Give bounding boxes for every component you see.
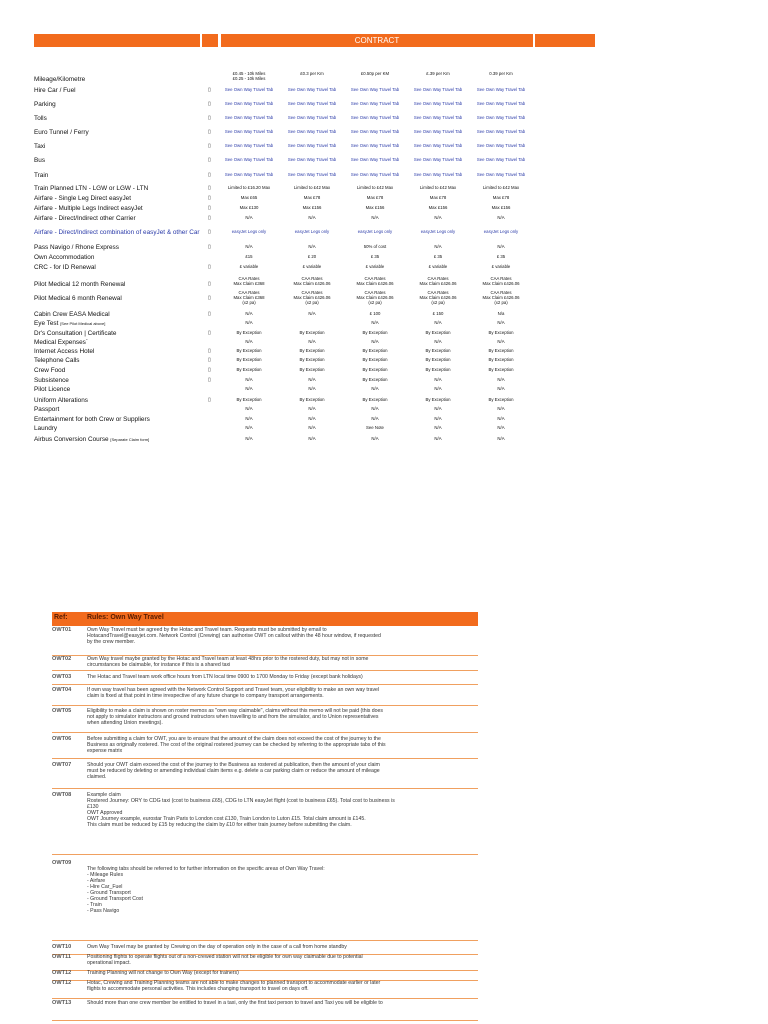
row-label (34, 76, 85, 83)
cell-contract-3: See Own Way Travel Tab (350, 129, 400, 134)
cell-contract-2: N/A (308, 425, 316, 430)
cell-contract-4: CAA Rates Max Claim £426.06 (x2 pa) (419, 290, 457, 305)
rule-row (52, 736, 478, 759)
rule-text: The Hotac and Travel team work office hours from LTN local time 0900 to 1700 Monday to Friday (except bank holidays) (87, 674, 363, 680)
rule-row (52, 860, 478, 941)
cell-contract-2: Max £156 (302, 205, 322, 210)
cell-contract-4: See Own Way Travel Tab (413, 101, 463, 106)
cell-contract-3: N/A (371, 215, 379, 220)
rule-ref: OWT09 (52, 860, 72, 866)
row-label (34, 436, 149, 443)
rule-row (52, 656, 478, 671)
cell-contract-4: See Own Way Travel Tab (413, 157, 463, 162)
cell-contract-2: N/A (308, 386, 316, 391)
rule-ref: OWT06 (52, 736, 72, 742)
cell-contract-3: easyJet Legs only (357, 229, 393, 234)
cell-contract-1: See Own Way Travel Tab (224, 87, 274, 92)
cell-contract-5: N/A (497, 339, 505, 344)
cell-contract-5: By Exception (488, 397, 514, 402)
cell-contract-1: N/A (245, 386, 253, 391)
cell-contract-5: By Exception (488, 348, 514, 353)
cell-contract-5: By Exception (488, 367, 514, 372)
rule-text: The following tabs should be referred to for further information on the specific areas of Own Way Travel: - Mileage Rules - Airfare - Hire Car_Fuel - Ground Transport - Ground Transport Cost - Train - Pass Navigo (87, 866, 325, 914)
cell-contract-4: Max £78 (429, 195, 447, 200)
checkbox-mark-icon: ▯ (208, 244, 211, 250)
cell-contract-2: See Own Way Travel Tab (287, 129, 337, 134)
cell-contract-2: CAA Rates Max Claim £426.06 (x2 pa) (293, 290, 331, 305)
checkbox-mark-icon: ▯ (208, 115, 211, 121)
cell-contract-3: See Own Way Travel Tab (350, 115, 400, 120)
cell-contract-2: £0.3 per Km (300, 71, 324, 76)
row-label-text: Subsistence (34, 377, 69, 384)
cell-contract-2: See Own Way Travel Tab (287, 115, 337, 120)
cell-contract-2: N/A (308, 416, 316, 421)
cell-contract-3: N/A (371, 416, 379, 421)
cell-contract-5: CAA Rates Max Claim £426.06 (482, 276, 520, 286)
row-label-text: Euro Tunnel / Ferry (34, 129, 89, 136)
checkbox-mark-icon: ▯ (208, 377, 211, 383)
cell-contract-5: N/A (497, 377, 505, 382)
cell-contract-4: N/A (434, 215, 442, 220)
cell-contract-5: £ variable (491, 264, 511, 269)
row-label-text: Parking (34, 101, 56, 108)
cell-contract-1: N/A (245, 311, 253, 316)
cell-contract-4: £.39 per Km (426, 71, 450, 76)
cell-contract-2: By Exception (299, 357, 325, 362)
checkbox-mark-icon: ▯ (208, 397, 211, 403)
row-label-text: Pilot Medical 6 month Renewal (34, 295, 122, 302)
cell-contract-3: See Note (366, 425, 384, 430)
cell-contract-3: See Own Way Travel Tab (350, 157, 400, 162)
cell-contract-1: £15 (245, 254, 253, 259)
cell-contract-5: See Own Way Travel Tab (476, 87, 526, 92)
row-label (34, 357, 79, 364)
cell-contract-2: CAA Rates Max Claim £426.06 (293, 276, 331, 286)
rule-text: If own way travel has been agreed with the Network Control Support and Travel team, your eligibility to make an own way travel claim is fixed at that point in time irrespective of any future change to company transport arrangements. (87, 687, 380, 699)
checkbox-mark-icon: ▯ (208, 195, 211, 201)
cell-contract-2: easyJet Legs only (294, 229, 330, 234)
rule-ref: OWT08 (52, 792, 72, 798)
cell-contract-1: See Own Way Travel Tab (224, 172, 274, 177)
checkbox-mark-icon: ▯ (208, 185, 211, 191)
row-label (34, 397, 88, 404)
cell-contract-5: Limited to £42 Max (482, 185, 520, 190)
rule-text: Hotac, Crewing and Training Planning teams are not able to make changes to planned transport to accommodate earlier or later flights to accommodate personal activities. This includes changing transport to travel on days off. (87, 980, 381, 992)
rule-row (52, 792, 478, 855)
row-label-text: Passport (34, 406, 60, 413)
cell-contract-4: Limited to £42 Max (419, 185, 457, 190)
rule-row (52, 980, 478, 999)
cell-contract-5: N/A (497, 406, 505, 411)
rule-row (52, 762, 478, 789)
rule-row (52, 687, 478, 706)
checkbox-mark-icon: ▯ (208, 264, 211, 270)
cell-contract-2: See Own Way Travel Tab (287, 157, 337, 162)
cell-contract-5: See Own Way Travel Tab (476, 129, 526, 134)
cell-contract-2: See Own Way Travel Tab (287, 172, 337, 177)
rule-text: Should more than one crew member be entitled to travel in a taxi, only the first taxi person to travel and Taxi you will be eligible to (87, 1000, 383, 1006)
row-label-text: Pass Navigo / Rhone Express (34, 244, 119, 251)
rule-ref: OWT10 (52, 944, 72, 950)
cell-contract-1: Max £130 (239, 205, 259, 210)
row-label-note: [See Pilot Medical above] (60, 321, 106, 326)
cell-contract-5: N/A (497, 215, 505, 220)
cell-contract-2: Limited to £42 Max (293, 185, 331, 190)
cell-contract-4: £ variable (428, 264, 448, 269)
cell-contract-2: By Exception (299, 397, 325, 402)
cell-contract-4: CAA Rates Max Claim £426.06 (419, 276, 457, 286)
cell-contract-1: N/A (245, 377, 253, 382)
row-label-text: Pilot Licence (34, 386, 71, 393)
cell-contract-4: By Exception (425, 367, 451, 372)
header-bar-right (535, 34, 595, 47)
cell-contract-5: Max £78 (492, 195, 510, 200)
rule-text: Before submitting a claim for OWT, you are to ensure that the amount of the claim does not exceed the cost of the journey to the Business as originally rostered. The cost of the original rostered journey can be checked by referring to the appropriate tabs of this expense matrix (87, 736, 386, 754)
cell-contract-1: £0.45 - 10k Miles £0.25 - 10k Miles (232, 71, 266, 81)
cell-contract-4: See Own Way Travel Tab (413, 129, 463, 134)
cell-contract-4: N/A (434, 386, 442, 391)
row-label (34, 87, 76, 94)
checkbox-mark-icon: ▯ (208, 295, 211, 301)
cell-contract-3: N/A (371, 386, 379, 391)
checkbox-mark-icon: ▯ (208, 157, 211, 163)
cell-contract-2: By Exception (299, 367, 325, 372)
cell-contract-4: N/A (434, 320, 442, 325)
row-label (34, 330, 116, 337)
cell-contract-2: Max £78 (303, 195, 321, 200)
row-label-text: Eye Test (34, 320, 59, 327)
rules-header (52, 612, 478, 626)
cell-contract-5: By Exception (488, 330, 514, 335)
cell-contract-4: Max £156 (428, 205, 448, 210)
cell-contract-4: N/A (434, 377, 442, 382)
row-label-text: Airbus Conversion Course (34, 436, 109, 443)
contract-title: CONTRACT (354, 36, 400, 45)
cell-contract-5: By Exception (488, 357, 514, 362)
rule-text: Example claim Rostered Journey: ORY to CDG taxi (cost to business £65), CDG to LTN easyJet flight (cost to business £65). Total cost to business is £130 OWT Approved OWT Journey example, eurostar Train Paris to London cost £130, Train London to Luton £15. Total claim amount is £145. This claim must be reduced by £15 by reducing the claim by £10 for either train journey before submitting the claim. (87, 792, 395, 828)
rule-row (52, 627, 478, 656)
checkbox-mark-icon: ▯ (208, 311, 211, 317)
cell-contract-3: See Own Way Travel Tab (350, 143, 400, 148)
rules-ref-header: Ref: (54, 614, 68, 621)
cell-contract-2: See Own Way Travel Tab (287, 101, 337, 106)
checkbox-mark-icon: ▯ (208, 281, 211, 287)
rule-ref: OWT07 (52, 762, 72, 768)
cell-contract-3: £0.50p per KM (360, 71, 390, 76)
cell-contract-4: By Exception (425, 397, 451, 402)
cell-contract-3: CAA Rates Max Claim £426.06 (356, 276, 394, 286)
rule-ref: OWT12 (52, 980, 72, 986)
row-label (34, 157, 45, 164)
cell-contract-1: Limited to £16.20 Max (227, 185, 271, 190)
cell-contract-2: By Exception (299, 348, 325, 353)
cell-contract-4: See Own Way Travel Tab (413, 115, 463, 120)
row-label-text: Pilot Medical 12 month Renewal (34, 281, 126, 288)
row-label (34, 172, 48, 179)
row-label (34, 101, 56, 108)
row-label (34, 406, 59, 413)
cell-contract-3: See Own Way Travel Tab (350, 101, 400, 106)
row-label (34, 254, 94, 261)
row-label-text: Taxi (34, 143, 46, 150)
row-label-text: Train Planned LTN - LGW or LGW - LTN (34, 185, 149, 192)
cell-contract-3: £ variable (365, 264, 385, 269)
cell-contract-1: See Own Way Travel Tab (224, 129, 274, 134)
cell-contract-1: See Own Way Travel Tab (224, 115, 274, 120)
cell-contract-1: By Exception (236, 357, 262, 362)
cell-contract-1: N/A (245, 320, 253, 325)
cell-contract-2: N/A (308, 339, 316, 344)
cell-contract-5: N/A (497, 425, 505, 430)
cell-contract-2: £ 20 (307, 254, 317, 259)
rule-ref: OWT03 (52, 674, 72, 680)
cell-contract-1: N/A (245, 416, 253, 421)
cell-contract-4: See Own Way Travel Tab (413, 172, 463, 177)
row-label-text: Crew Food (34, 367, 66, 374)
cell-contract-1: N/A (245, 244, 253, 249)
cell-contract-1: N/A (245, 436, 253, 441)
cell-contract-1: See Own Way Travel Tab (224, 101, 274, 106)
cell-contract-4: £ 150 (432, 311, 444, 316)
cell-contract-3: CAA Rates Max Claim £426.06 (x2 pa) (356, 290, 394, 305)
cell-contract-1: N/A (245, 339, 253, 344)
checkbox-mark-icon: ▯ (208, 229, 211, 235)
row-label-text: Airfare - Direct/Indirect other Carrier (34, 215, 136, 222)
cell-contract-4: N/A (434, 416, 442, 421)
cell-contract-5: See Own Way Travel Tab (476, 143, 526, 148)
cell-contract-3: See Own Way Travel Tab (350, 172, 400, 177)
cell-contract-1: N/A (245, 406, 253, 411)
cell-contract-4: By Exception (425, 330, 451, 335)
cell-contract-1: £ variable (239, 264, 259, 269)
row-label (34, 320, 105, 327)
cell-contract-1: See Own Way Travel Tab (224, 143, 274, 148)
checkbox-mark-icon: ▯ (208, 87, 211, 93)
row-label (34, 416, 150, 423)
row-label-text: Airfare - Single Leg Direct easyJet (34, 195, 131, 202)
rule-row (52, 674, 478, 685)
row-label-text: Airfare - Direct/Indirect combination of easyJet & other Car (34, 229, 200, 236)
row-label-text: Dr's Consultation | Certificate (34, 330, 117, 337)
rule-ref: OWT01 (52, 627, 72, 633)
cell-contract-3: 50% of cost (363, 244, 387, 249)
rule-text: Own Way Travel must be agreed by the Hotac and Travel team. Requests must be submitted by email to HotacandTravel@easyjet.com. Network Control (Crewing) can authorise OWT on callout within the 48 hour window, if requested by the crew member. (87, 627, 381, 645)
row-label-text: Laundry (34, 425, 58, 432)
cell-contract-3: £ 35 (370, 254, 380, 259)
rule-row (52, 954, 478, 971)
rule-row (52, 708, 478, 733)
cell-contract-2: N/A (308, 406, 316, 411)
cell-contract-3: By Exception (362, 397, 388, 402)
checkbox-mark-icon: ▯ (208, 357, 211, 363)
rule-text: Eligibility to make a claim is shown on roster memos as "own way claimable", claims without this memo will not be paid (this does not apply to simulator instructors and ground instructors when travelling to and from the simulator, and to Union representatives when attending Union meetings). (87, 708, 384, 726)
cell-contract-5: N/A (497, 416, 505, 421)
row-label (34, 339, 88, 346)
cell-contract-3: N/A (371, 436, 379, 441)
cell-contract-1: By Exception (236, 367, 262, 372)
row-label (34, 311, 110, 318)
cell-contract-4: See Own Way Travel Tab (413, 143, 463, 148)
row-label (34, 367, 65, 374)
cell-contract-5: See Own Way Travel Tab (476, 172, 526, 177)
cell-contract-3: By Exception (362, 367, 388, 372)
cell-contract-5: See Own Way Travel Tab (476, 101, 526, 106)
cell-contract-3: By Exception (362, 348, 388, 353)
cell-contract-1: Max £65 (240, 195, 258, 200)
row-label-text: Own Accommodation (34, 254, 95, 261)
cell-contract-2: N/A (308, 244, 316, 249)
checkbox-mark-icon: ▯ (208, 143, 211, 149)
row-label-text: Medical Expenses` (34, 339, 88, 346)
cell-contract-4: £ 35 (433, 254, 443, 259)
rule-ref: OWT12 (52, 970, 72, 976)
cell-contract-3: N/A (371, 406, 379, 411)
row-label (34, 377, 69, 384)
cell-contract-4: N/A (434, 244, 442, 249)
checkbox-mark-icon: ▯ (208, 205, 211, 211)
cell-contract-5: See Own Way Travel Tab (476, 157, 526, 162)
cell-contract-2: N/A (308, 436, 316, 441)
cell-contract-1: CAA Rates Max Claim £368 (233, 276, 265, 286)
row-label-text: Cabin Crew EASA Medical (34, 311, 110, 318)
cell-contract-2: £ variable (302, 264, 322, 269)
rule-ref: OWT13 (52, 1000, 72, 1006)
rule-text: Own Way Travel may be granted by Crewing on the day of operation only in the case of a call from home standby (87, 944, 347, 950)
checkbox-mark-icon: ▯ (208, 330, 211, 336)
rule-text: Should your OWT claim exceed the cost of the journey to the Business as rostered at publication, then the amount of your claim must be reduced by deleting or amending individual claim items e.g. delete a car parking claim or reduce the amount of mileage claimed. (87, 762, 380, 780)
row-label (34, 295, 122, 302)
rule-ref: OWT05 (52, 708, 72, 714)
cell-contract-1: N/A (245, 215, 253, 220)
cell-contract-3: £ 100 (369, 311, 381, 316)
rule-text: Training Planning will not change to Own Way (except for trainers) (87, 970, 239, 976)
row-label (34, 386, 70, 393)
cell-contract-2: See Own Way Travel Tab (287, 143, 337, 148)
cell-contract-5: easyJet Legs only (483, 229, 519, 234)
row-label-text: Bus (34, 157, 46, 164)
cell-contract-1: See Own Way Travel Tab (224, 157, 274, 162)
cell-contract-2: N/A (308, 215, 316, 220)
row-label-text: CRC - for ID Renewal (34, 264, 96, 271)
cell-contract-5: 0.39 per Km (489, 71, 513, 76)
cell-contract-4: See Own Way Travel Tab (413, 87, 463, 92)
cell-contract-1: N/A (245, 425, 253, 430)
cell-contract-4: By Exception (425, 357, 451, 362)
checkbox-mark-icon: ▯ (208, 101, 211, 107)
row-label (34, 229, 200, 236)
rule-ref: OWT02 (52, 656, 72, 662)
cell-contract-5: CAA Rates Max Claim £426.06 (x2 pa) (482, 290, 520, 305)
cell-contract-3: N/A (371, 339, 379, 344)
row-label (34, 143, 45, 150)
cell-contract-2: See Own Way Travel Tab (287, 87, 337, 92)
cell-contract-4: N/A (434, 425, 442, 430)
row-label-text: Telephone Calls (34, 357, 80, 364)
cell-contract-4: easyJet Legs only (420, 229, 456, 234)
rule-row (52, 1000, 478, 1021)
cell-contract-1: CAA Rates Max Claim £368 (x2 pa) (233, 290, 265, 305)
row-label (34, 215, 136, 222)
cell-contract-3: By Exception (362, 377, 388, 382)
cell-contract-3: By Exception (362, 330, 388, 335)
cell-contract-3: N/A (371, 320, 379, 325)
cell-contract-4: By Exception (425, 348, 451, 353)
cell-contract-3: Max £78 (366, 195, 384, 200)
checkbox-mark-icon: ▯ (208, 129, 211, 135)
row-label (34, 129, 89, 136)
cell-contract-1: By Exception (236, 348, 262, 353)
cell-contract-4: N/A (434, 406, 442, 411)
cell-contract-5: £ 35 (496, 254, 506, 259)
cell-contract-3: Limited to £42 Max (356, 185, 394, 190)
cell-contract-1: easyJet Legs only (231, 229, 267, 234)
header-bar-left (34, 34, 200, 47)
row-label-note: [Separate Claim form] (110, 437, 150, 442)
cell-contract-5: N/a (497, 311, 505, 316)
row-label (34, 348, 94, 355)
checkbox-mark-icon: ▯ (208, 215, 211, 221)
row-label-text: Tolls (34, 115, 47, 122)
rule-text: Own Way travel maybe granted by the Hotac and Travel team at least 48hrs prior to the rostered duty, but may not in some circumstances be claimable, for instance if this is a shared taxi (87, 656, 369, 668)
row-label (34, 425, 57, 432)
cell-contract-1: By Exception (236, 330, 262, 335)
cell-contract-5: Max £156 (491, 205, 511, 210)
row-label-text: Internet Access Hotel (34, 348, 95, 355)
cell-contract-5: N/A (497, 244, 505, 249)
cell-contract-2: By Exception (299, 330, 325, 335)
row-label (34, 115, 47, 122)
cell-contract-3: Max £156 (365, 205, 385, 210)
cell-contract-1: By Exception (236, 397, 262, 402)
cell-contract-5: N/A (497, 436, 505, 441)
cell-contract-4: N/A (434, 436, 442, 441)
row-label-text: Entertainment for both Crew or Suppliers (34, 416, 150, 423)
cell-contract-3: By Exception (362, 357, 388, 362)
header-bar-mid (202, 34, 218, 47)
row-label (34, 185, 148, 192)
cell-contract-3: See Own Way Travel Tab (350, 87, 400, 92)
cell-contract-2: N/A (308, 377, 316, 382)
checkbox-mark-icon: ▯ (208, 367, 211, 373)
row-label-text: Train (34, 172, 49, 179)
row-label-text: Airfare - Multiple Legs Indirect easyJet (34, 205, 143, 212)
row-label (34, 264, 96, 271)
row-label-text: Hire Car / Fuel (34, 87, 76, 94)
row-label (34, 281, 125, 288)
checkbox-mark-icon: ▯ (208, 172, 211, 178)
row-label-text: Uniform Alterations (34, 397, 88, 404)
rule-text: Positioning flights to operate flights out of a non-crewed station will not be eligible for own way claimable due to potential operational impact. (87, 954, 363, 966)
checkbox-mark-icon: ▯ (208, 348, 211, 354)
rule-ref: OWT04 (52, 687, 72, 693)
row-label (34, 244, 119, 251)
row-label (34, 195, 131, 202)
rules-title: Rules: Own Way Travel (87, 614, 164, 621)
cell-contract-5: See Own Way Travel Tab (476, 115, 526, 120)
cell-contract-5: N/A (497, 386, 505, 391)
row-label-text: Mileage/Kilometre (34, 76, 86, 83)
cell-contract-2: N/A (308, 311, 316, 316)
cell-contract-5: N/A (497, 320, 505, 325)
row-label (34, 205, 143, 212)
rule-ref: OWT11 (52, 954, 71, 960)
cell-contract-4: N/A (434, 339, 442, 344)
